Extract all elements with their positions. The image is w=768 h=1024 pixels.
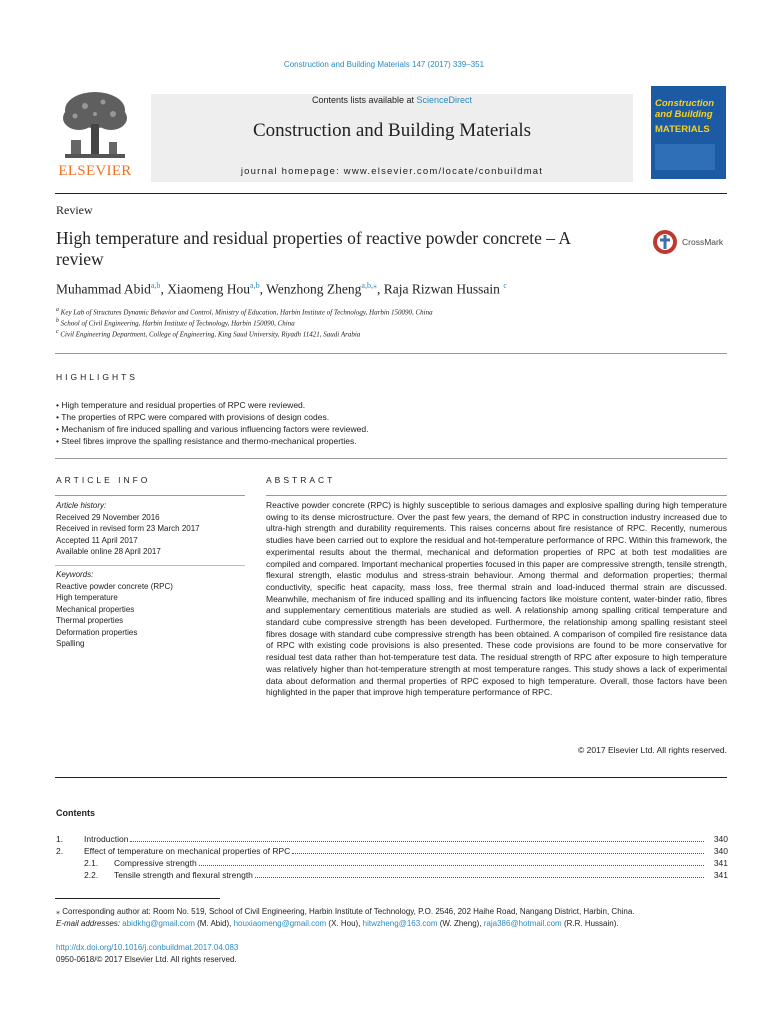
keywords bbox=[56, 569, 246, 650]
article-type: Review bbox=[56, 203, 93, 217]
doi-link[interactable]: http://dx.doi.org/10.1016/j.conbuildmat.2017.04.083 bbox=[56, 943, 239, 952]
section-rule bbox=[55, 458, 727, 459]
email-link[interactable]: abidkhg@gmail.com bbox=[122, 919, 195, 928]
list-item: • Mechanism of fire induced spalling and various influencing factors were reviewed. bbox=[56, 424, 369, 434]
keyword: Spalling bbox=[56, 639, 85, 648]
toc-item[interactable]: 2.2. Tensile strength and flexural strength 341 bbox=[84, 870, 728, 880]
author-affiliation-mark[interactable]: a,b bbox=[250, 281, 260, 290]
email-addresses: E-mail addresses: abidkhg@gmail.com (M. Abid), houxiaomeng@gmail.com (X. Hou), hitwzheng@163.com (W. Zheng), raja386@hotmail.com (R.R. Hussain). bbox=[56, 919, 619, 928]
keyword: Reactive powder concrete (RPC) bbox=[56, 581, 173, 591]
corresponding-footnote bbox=[56, 906, 728, 930]
history-label: Article history: bbox=[56, 501, 107, 510]
list-item: • High temperature and residual properties of RPC were reviewed. bbox=[56, 400, 306, 410]
toc-item[interactable]: 2.1. Compressive strength 341 bbox=[84, 858, 728, 868]
affiliation: $^c$ Civil Engineering Department, College of Engineering, King Saud University, Riyadh 11421, Saudi Arabia bbox=[56, 329, 361, 339]
email-link[interactable]: hitwzheng@163.com bbox=[362, 919, 438, 928]
corresponding-author: ⁎ Corresponding author at: Room No. 519, School of Civil Engineering, Harbin Institute of Technology, P.O. 2546, 202 Haihe Road, Nangang District, Harbin, China. bbox=[56, 907, 635, 916]
author: Raja Rizwan Hussain bbox=[383, 281, 500, 297]
article-history bbox=[56, 500, 246, 558]
author-affiliation-mark[interactable]: a,b bbox=[150, 281, 161, 290]
sciencedirect-link[interactable]: ScienceDirect bbox=[416, 95, 473, 105]
keyword: Deformation properties bbox=[56, 627, 138, 637]
affiliation: $^b$ School of Civil Engineering, Harbin Institute of Technology, Harbin 150090, China bbox=[56, 318, 295, 328]
crossmark-badge[interactable] bbox=[652, 229, 723, 255]
affiliation: $^a$ Key Lab of Structures Dynamic Behavior and Control, Ministry of Education, Harbin Institute of Technology, Harbin 150090, China bbox=[56, 307, 433, 317]
abstract-heading: ABSTRACT bbox=[266, 475, 336, 485]
keyword: Mechanical properties bbox=[56, 604, 135, 614]
abstract-text: Reactive powder concrete (RPC) is highly susceptible to serious damages and explosive spalling during high temperature owing to its dense microstructure. Over the past few years, the demand of RPC in construction industry increased due to ultra-high strength and durability requirements. This raises concerns about fire resistance of RPC. Recently, numerous studies have been carried out to explore the residual and hot-temperature performance of RPC. Within this framework, the experimental results about the thermal, mechanical and deformation properties of RPC at both test modalities are compiled and compared. Important mechanical properties focused in this paper are compressive strength, tensile strength, flexural strength, elastic modulus and stress-strain behaviour. Among thermal and deformation properties; thermal conductivity, specific heat capacity, mass loss, free thermal strain and load-induced thermal strain are discussed. Meanwhile, mechanism of fire induced spalling and its influencing factors like moisture content, water-binder ratio, fibres and supplementary cementitious materials are studied as well. A relationship among spalling critical temperature and standard cube compressive strength has been developed. Furthermore, the relationship among spalling resistant steel fibres dosage with standard cube compressive strength has been obtained. A comparison of compiled fire resistance data of RPC with existing code provisions is also presented. These code provisions are found to be more conservative for residual test data rather than hot-temperature test data. The residual strength of RPC after exposure to high temperature was relatively higher than hot-temperature strength at most temperature ranges. This study shows a lack of experimental data about deformation and thermal properties of RPC exposed to high temperature. Overall, those factors have been highlighted in the paper that improve high temperature performance of RPC. bbox=[266, 500, 727, 698]
crossmark-icon bbox=[652, 229, 678, 255]
author-affiliation-mark[interactable]: c bbox=[503, 281, 507, 290]
section-rule bbox=[55, 353, 727, 354]
footnote-rule bbox=[55, 898, 220, 899]
history-item: Received 29 November 2016 bbox=[56, 512, 160, 522]
list-item: • The properties of RPC were compared with provisions of design codes. bbox=[56, 412, 330, 422]
author-list: Muhammad Abid$^{a,b}$, Xiaomeng Hou$^{a,b}$, Wenzhong Zheng$^{a,b,⁎}$, Raja Rizwan Hussain $^c$ bbox=[56, 281, 507, 297]
paper-title: High temperature and residual properties of reactive powder concrete – A review bbox=[56, 228, 571, 269]
cover-title: Construction and Building bbox=[655, 98, 715, 120]
highlights-list bbox=[56, 399, 368, 447]
highlights-heading: HIGHLIGHTS bbox=[56, 372, 138, 382]
cover-subtitle: MATERIALS bbox=[655, 124, 710, 135]
keyword: Thermal properties bbox=[56, 616, 124, 625]
section-rule bbox=[55, 565, 245, 566]
keywords-label: Keywords: bbox=[56, 570, 94, 579]
journal-reference-link[interactable]: Construction and Building Materials 147 (2017) 339–351 bbox=[283, 60, 485, 69]
history-item: Available online 28 April 2017 bbox=[56, 547, 161, 556]
journal-homepage-link[interactable]: journal homepage: www.elsevier.com/locate/conbuildmat bbox=[240, 166, 544, 177]
cover-graphic bbox=[655, 144, 715, 170]
contents-availability: Contents lists available at ScienceDirect bbox=[311, 95, 473, 105]
header-rule bbox=[55, 193, 727, 194]
list-item: • Steel fibres improve the spalling resistance and thermo-mechanical properties. bbox=[56, 436, 357, 446]
issn-copyright: 0950-0618/© 2017 Elsevier Ltd. All rights reserved. bbox=[56, 954, 237, 964]
author: Xiaomeng Hou bbox=[167, 281, 251, 297]
journal-cover-image bbox=[651, 86, 726, 179]
section-rule bbox=[55, 777, 727, 778]
toc-item[interactable]: 1. Introduction 340 bbox=[56, 834, 728, 844]
email-link[interactable]: houxiaomeng@gmail.com bbox=[233, 919, 327, 928]
section-rule bbox=[266, 495, 727, 496]
article-info-heading: ARTICLE INFO bbox=[56, 475, 151, 485]
doi-block bbox=[56, 942, 238, 965]
author: Muhammad Abid bbox=[56, 281, 151, 297]
email-link[interactable]: raja386@hotmail.com bbox=[483, 919, 562, 928]
journal-title: Construction and Building Materials bbox=[252, 120, 532, 141]
crossmark-label: CrossMark bbox=[682, 237, 724, 247]
author: Wenzhong Zheng bbox=[266, 281, 362, 297]
history-item: Received in revised form 23 March 2017 bbox=[56, 524, 200, 533]
contents-heading: Contents bbox=[56, 808, 95, 818]
history-item: Accepted 11 April 2017 bbox=[56, 535, 138, 545]
section-rule bbox=[55, 495, 245, 496]
author-affiliation-mark[interactable]: a,b,⁎ bbox=[361, 281, 377, 290]
keyword: High temperature bbox=[56, 593, 118, 602]
abstract-copyright: © 2017 Elsevier Ltd. All rights reserved. bbox=[578, 745, 727, 755]
elsevier-wordmark: ELSEVIER bbox=[58, 163, 132, 179]
toc-item[interactable]: 2. Effect of temperature on mechanical properties of RPC 340 bbox=[56, 846, 728, 856]
